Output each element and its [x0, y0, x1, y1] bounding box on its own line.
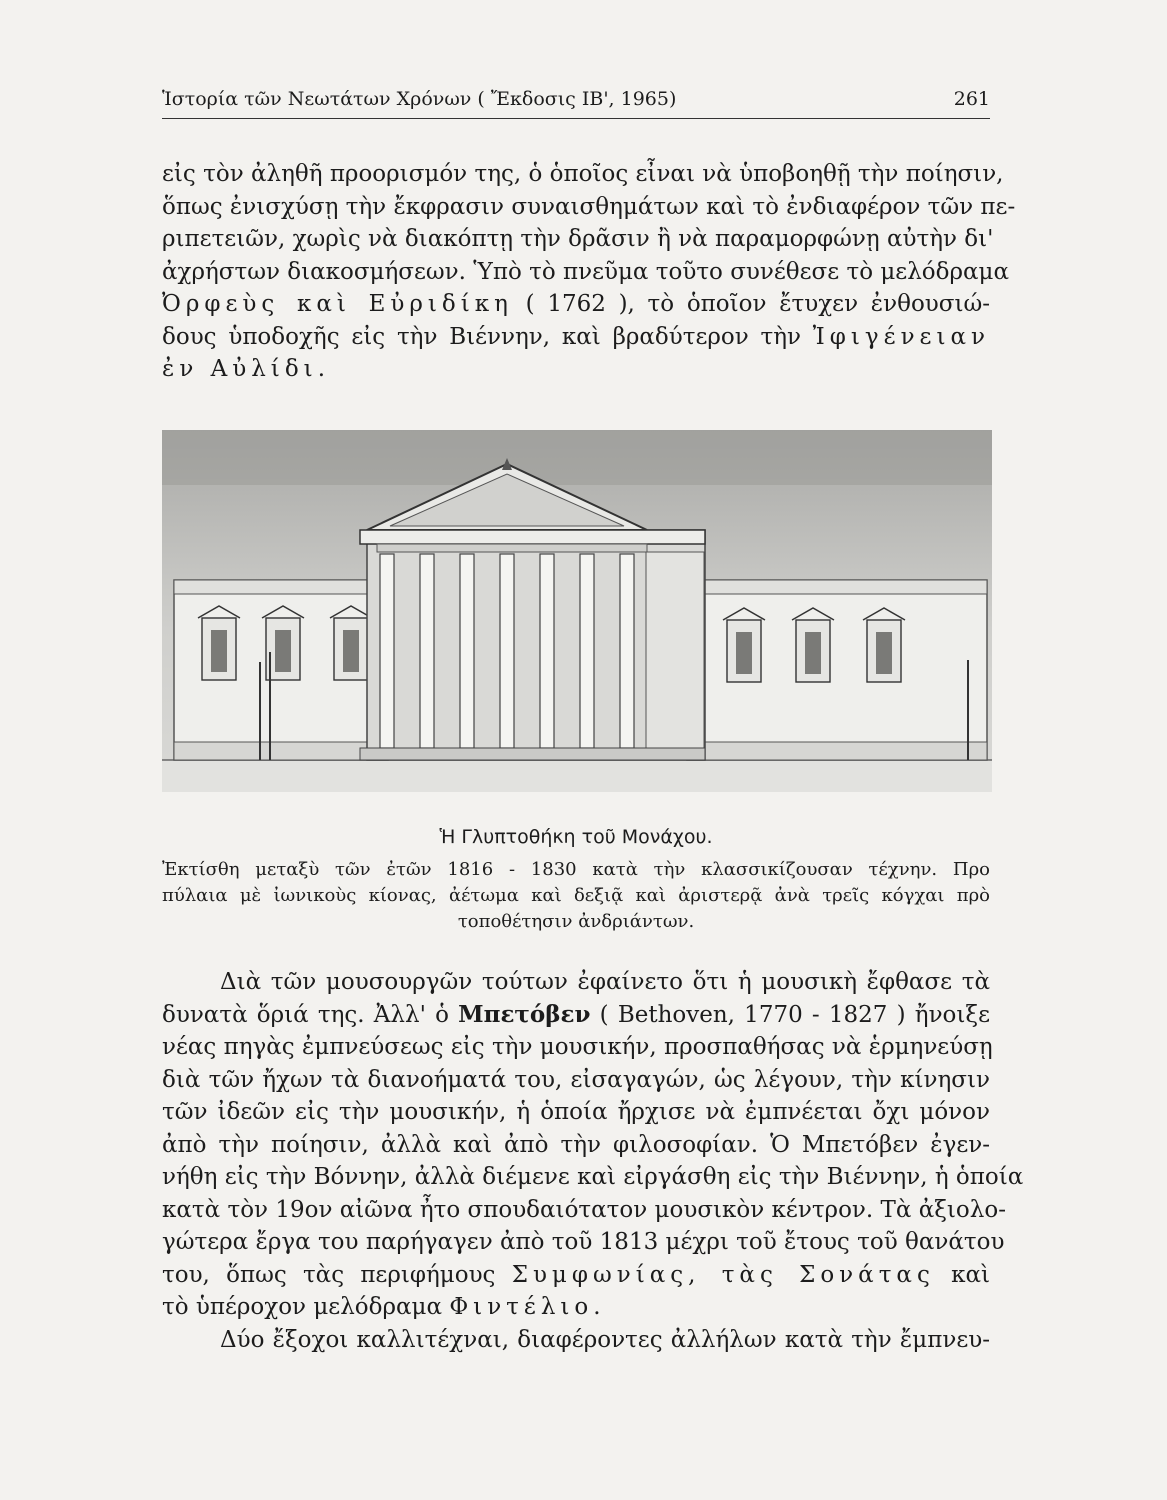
name-beethoven: Μπετόβεν	[458, 1000, 591, 1028]
work-titles-symphonies-sonatas: Συμφωνίας, τὰς Σονάτας	[511, 1261, 935, 1288]
text-fragment: καὶ	[951, 1261, 991, 1288]
text-fragment: ( Bethoven, 1770 - 1827 ) ἤνοιξε	[599, 1001, 990, 1028]
caption-line: τοποθέτησιν ἀνδριάντων.	[457, 911, 695, 932]
caption-body	[162, 857, 990, 935]
text-line: κατὰ τὸν 19ον αἰῶνα ἦτο σπουδαιότατον μουσικὸν κέντρον. Τὰ ἀξιολο-	[162, 1196, 1006, 1223]
text-fragment: ( 1762 ), τὸ ὁποῖον ἔτυχεν ἐνθουσιώ-	[525, 291, 991, 317]
text-line: εἰς τὸν ἀληθῆ προορισμόν της, ὁ ὁποῖος εἶναι νὰ ὑποβοηθῇ τὴν ποίησιν,	[162, 161, 1004, 187]
building-drawing	[162, 430, 992, 792]
text-fragment: του, ὅπως τὰς περιφήμους	[162, 1261, 496, 1288]
text-line	[162, 353, 990, 386]
running-head-title: Ἱστορία τῶν Νεωτάτων Χρόνων ( Ἔκδοσις ΙΒ', 1965)	[162, 88, 677, 110]
right-wing	[687, 580, 987, 760]
text-line: νήθη εἰς τὴν Βόννην, ἀλλὰ διέμενε καὶ εἰργάσθη εἰς τὴν Βιέννην, ἡ ὁποία	[162, 1164, 1024, 1190]
text-line	[162, 288, 990, 321]
text-line: ὅπως ἐνισχύσῃ τὴν ἔκφρασιν συναισθημάτων καὶ τὸ ἐνδιαφέρον τῶν πε-	[162, 193, 1016, 220]
text-line	[162, 1291, 990, 1324]
text-line: ἀπὸ τὴν ποίησιν, ἀλλὰ καὶ ἀπὸ τὴν φιλοσοφίαν. Ὁ Μπετόβεν ἐγεν-	[162, 1131, 990, 1158]
running-head	[162, 88, 990, 119]
page-number: 261	[953, 88, 990, 110]
text-line	[162, 999, 990, 1032]
work-title-orpheus: Ὀρφεὺς καὶ Εὐριδίκη	[162, 291, 513, 317]
glyptothek-illustration	[162, 430, 992, 792]
text-line: διὰ τῶν ἤχων τὰ διανοήματά του, εἰσαγαγών, ὡς λέγουν, τὴν κίνησιν	[162, 1066, 990, 1093]
text-fragment: τὸ ὑπέροχον μελόδραμα	[162, 1294, 443, 1320]
text-line: τῶν ἰδεῶν εἰς τὴν μουσικήν, ἡ ὁποία ἤρχισε νὰ ἐμπνέεται ὄχι μόνον	[162, 1099, 990, 1125]
text-line: γώτερα ἔργα του παρήγαγεν ἀπὸ τοῦ 1813 μέχρι τοῦ ἔτους τοῦ θανάτου	[162, 1229, 1005, 1255]
work-title-iphigenia: Ἰφιγένειαν	[812, 323, 990, 350]
text-line: ἀχρήστων διακοσμήσεων. Ὑπὸ τὸ πνεῦμα τοῦτο συνέθεσε τὸ μελόδραμα	[162, 258, 1010, 285]
caption-title: Ἡ Γλυπτοθήκη τοῦ Μονάχου.	[439, 826, 713, 848]
text-fragment: δυνατὰ ὅριά της. Ἀλλ' ὁ	[162, 1001, 449, 1028]
work-title-fidelio: Φιντέλιο.	[449, 1294, 606, 1320]
text-line: ριπετειῶν, χωρὶς νὰ διακόπτῃ τὴν δρᾶσιν ἢ νὰ παραμορφώνῃ αὐτὴν δι'	[162, 226, 994, 252]
text-line: Δύο ἔξοχοι καλλιτέχναι, διαφέροντες ἀλλήλων κατὰ τὴν ἔμπνευ-	[220, 1326, 990, 1353]
text-line: νέας πηγὰς ἐμπνεύσεως εἰς τὴν μουσικήν, προσπαθήσας νὰ ἑρμηνεύσῃ	[162, 1034, 993, 1060]
text-line	[162, 1259, 990, 1292]
text-line: Διὰ τῶν μουσουργῶν τούτων ἐφαίνετο ὅτι ἡ μουσικὴ ἔφθασε τὰ	[220, 969, 990, 995]
left-wing	[174, 580, 388, 760]
text-line	[162, 321, 990, 354]
caption-line: Ἐκτίσθη μεταξὺ τῶν ἐτῶν 1816 - 1830 κατὰ τὴν κλασσικίζουσαν τέχνην. Προ	[162, 859, 990, 880]
ground	[162, 760, 992, 792]
text-fragment: δους ὑποδοχῆς εἰς τὴν Βιέννην, καὶ βραδύτερον τὴν	[162, 323, 802, 350]
caption-line: πύλαια μὲ ἰωνικοὺς κίονας, ἀέτωμα καὶ δεξιᾷ καὶ ἀριστερᾷ ἀνὰ τρεῖς κόγχαι πρὸ	[162, 885, 990, 906]
paragraph-2	[162, 966, 1024, 1356]
work-title-aulis: ἐν Αὐλίδι.	[162, 356, 330, 382]
paragraph-1	[162, 158, 1016, 386]
